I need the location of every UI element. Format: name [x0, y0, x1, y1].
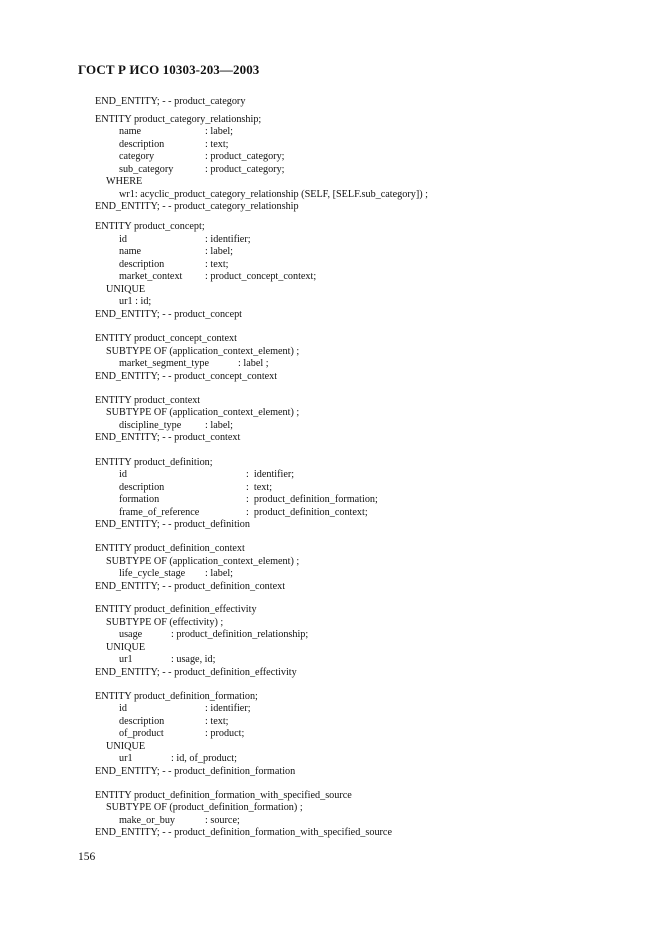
code-line: END_ENTITY; - - product_definition_effectivity [95, 667, 297, 678]
code-line-definition: : label; [205, 246, 234, 257]
code-line: id [119, 469, 127, 480]
code-line-definition: : source; [205, 815, 240, 826]
code-line-definition: : text; [205, 259, 229, 270]
code-line: id [119, 234, 127, 245]
code-line: category [119, 151, 155, 162]
code-line: frame_of_reference [119, 507, 200, 518]
code-line-definition: : usage, id; [171, 654, 216, 665]
code-line: ENTITY product_definition_formation_with_specified_source [95, 790, 352, 801]
code-line-definition: : product_category; [205, 151, 285, 162]
code-line: ENTITY product_definition_effectivity [95, 604, 257, 615]
code-line: ENTITY product_concept_context [95, 333, 237, 344]
code-line-definition: : product_category; [205, 164, 285, 175]
code-line: ENTITY product_context [95, 395, 201, 406]
code-line: life_cycle_stage [119, 568, 186, 579]
code-line: ur1 : id; [119, 296, 152, 307]
code-line: SUBTYPE OF (application_context_element) ; [106, 407, 300, 418]
code-line: ENTITY product_definition_formation; [95, 691, 258, 702]
code-line: ENTITY product_definition; [95, 457, 213, 468]
code-line: SUBTYPE OF (application_context_element) ; [106, 556, 300, 567]
code-line: END_ENTITY; - - product_category [95, 96, 246, 107]
page-number: 156 [78, 851, 96, 863]
code-line: WHERE [106, 176, 143, 187]
code-line: ENTITY product_category_relationship; [95, 114, 262, 125]
code-line-definition: : id, of_product; [171, 753, 237, 764]
code-line: END_ENTITY; - - product_definition_formation [95, 766, 296, 777]
code-line: name [119, 126, 142, 137]
code-line: END_ENTITY; - - product_definition_formation_with_specified_source [95, 827, 392, 838]
code-line-definition: : product_definition_relationship; [171, 629, 309, 640]
code-line: market_context [119, 271, 183, 282]
code-line-definition: : label ; [238, 358, 269, 369]
code-line: description [119, 259, 165, 270]
code-line-definition: : text; [205, 139, 229, 150]
code-line-definition: : identifier; [205, 234, 251, 245]
code-line: discipline_type [119, 420, 182, 431]
code-line: market_segment_type [119, 358, 209, 369]
code-line: of_product [119, 728, 164, 739]
code-line: make_or_buy [119, 815, 176, 826]
code-line-definition: : text; [246, 482, 273, 493]
code-line: formation [119, 494, 160, 505]
code-line: ur1 [119, 654, 133, 665]
code-line: END_ENTITY; - - product_context [95, 432, 241, 443]
code-line: name [119, 246, 142, 257]
code-line: ur1 [119, 753, 133, 764]
code-line: END_ENTITY; - - product_definition [95, 519, 250, 530]
code-line: END_ENTITY; - - product_concept_context [95, 371, 278, 382]
code-line-definition: : label; [205, 568, 234, 579]
code-line-definition: : identifier; [205, 703, 251, 714]
code-line: SUBTYPE OF (application_context_element) ; [106, 346, 300, 357]
code-line: END_ENTITY; - - product_category_relationship [95, 201, 299, 212]
code-line-definition: : identifier; [246, 469, 295, 480]
code-line: ENTITY product_concept; [95, 221, 205, 232]
code-line-definition: : label; [205, 420, 234, 431]
code-line: SUBTYPE OF (product_definition_formation) ; [106, 802, 303, 813]
code-line: SUBTYPE OF (effectivity) ; [106, 617, 224, 628]
code-line: UNIQUE [106, 284, 146, 295]
code-line-definition: : product_definition_formation; [246, 494, 378, 505]
document-header: ГОСТ Р ИСО 10303-203—2003 [78, 62, 260, 77]
code-line: END_ENTITY; - - product_concept [95, 309, 243, 320]
code-line: usage [119, 629, 143, 640]
code-line: wr1: acyclic_product_category_relationship (SELF, [SELF.sub_category]) ; [119, 189, 429, 200]
code-line-definition: : text; [205, 716, 229, 727]
code-line: id [119, 703, 127, 714]
code-line-definition: : product_definition_context; [246, 507, 368, 518]
code-line: UNIQUE [106, 642, 146, 653]
code-line-definition: : product; [205, 728, 245, 739]
code-line-definition: : product_concept_context; [205, 271, 317, 282]
code-line: UNIQUE [106, 741, 146, 752]
code-line: description [119, 716, 165, 727]
code-line: description [119, 139, 165, 150]
code-line: ENTITY product_definition_context [95, 543, 245, 554]
code-line: END_ENTITY; - - product_definition_context [95, 581, 286, 592]
code-line: description [119, 482, 165, 493]
code-line-definition: : label; [205, 126, 234, 137]
code-line: sub_category [119, 164, 174, 175]
